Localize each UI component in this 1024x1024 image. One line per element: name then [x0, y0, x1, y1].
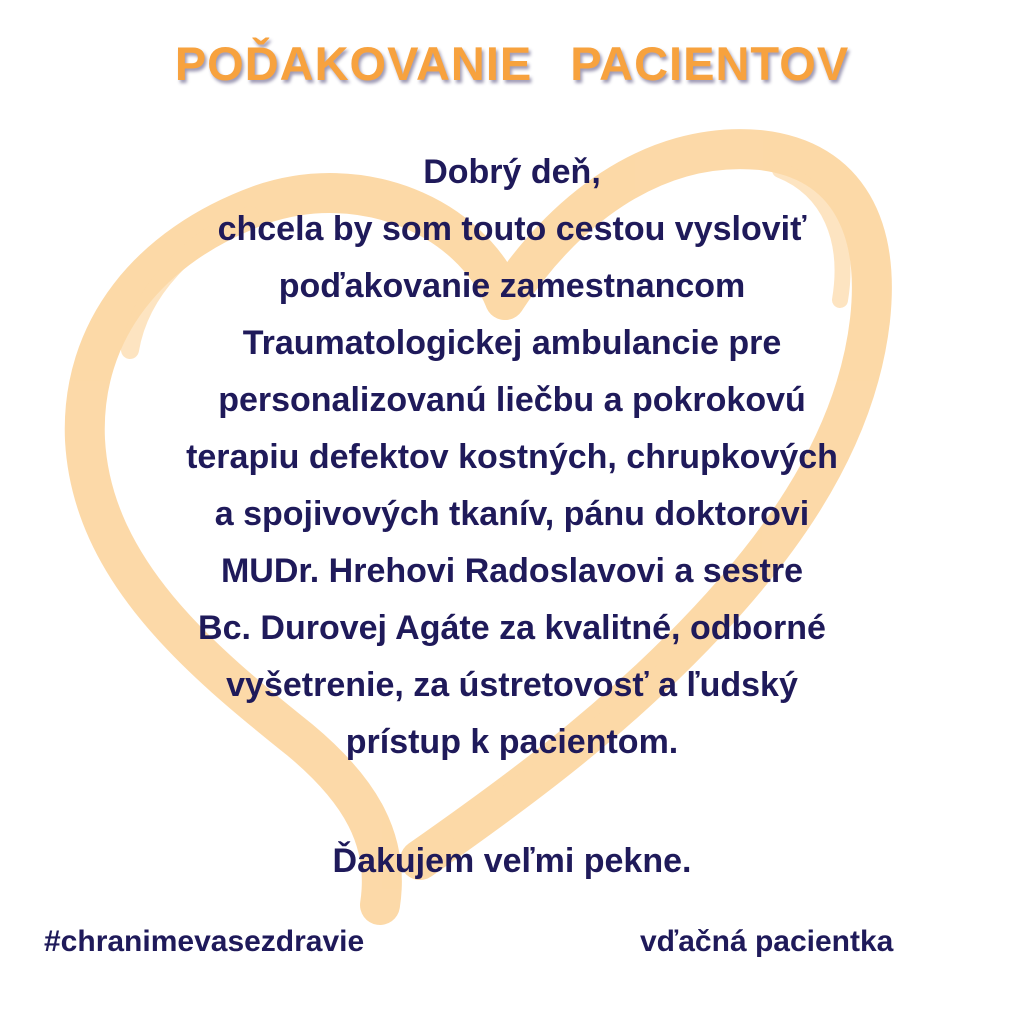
message-line: chcela by som touto cestou vysloviť	[217, 210, 807, 248]
message-body	[40, 144, 984, 771]
message-line: MUDr. Hrehovi Radoslavovi a sestre	[220, 552, 803, 590]
message-line: personalizovanú liečbu a pokrokovú	[218, 381, 806, 419]
message-line: Bc. Durovej Agáte za kvalitné, odborné	[198, 609, 826, 647]
hashtag: #chranimevasezdravie	[44, 925, 365, 958]
message-line: vyšetrenie, za ústretovosť a ľudský	[226, 666, 798, 704]
message-line: terapiu defektov kostných, chrupkových	[186, 438, 838, 476]
message-line: prístup k pacientom.	[345, 723, 679, 761]
message-line: a spojivových tkanív, pánu doktorovi	[214, 495, 810, 533]
page-title: POĎAKOVANIE PACIENTOV	[174, 37, 850, 90]
signature: vďačná pacientka	[640, 925, 894, 958]
message-line: poďakovanie zamestnancom	[278, 267, 746, 305]
closing-text: Ďakujem veľmi pekne.	[332, 842, 692, 880]
message-line: Dobrý deň,	[423, 153, 601, 191]
message-line: Traumatologickej ambulancie pre	[242, 324, 782, 362]
